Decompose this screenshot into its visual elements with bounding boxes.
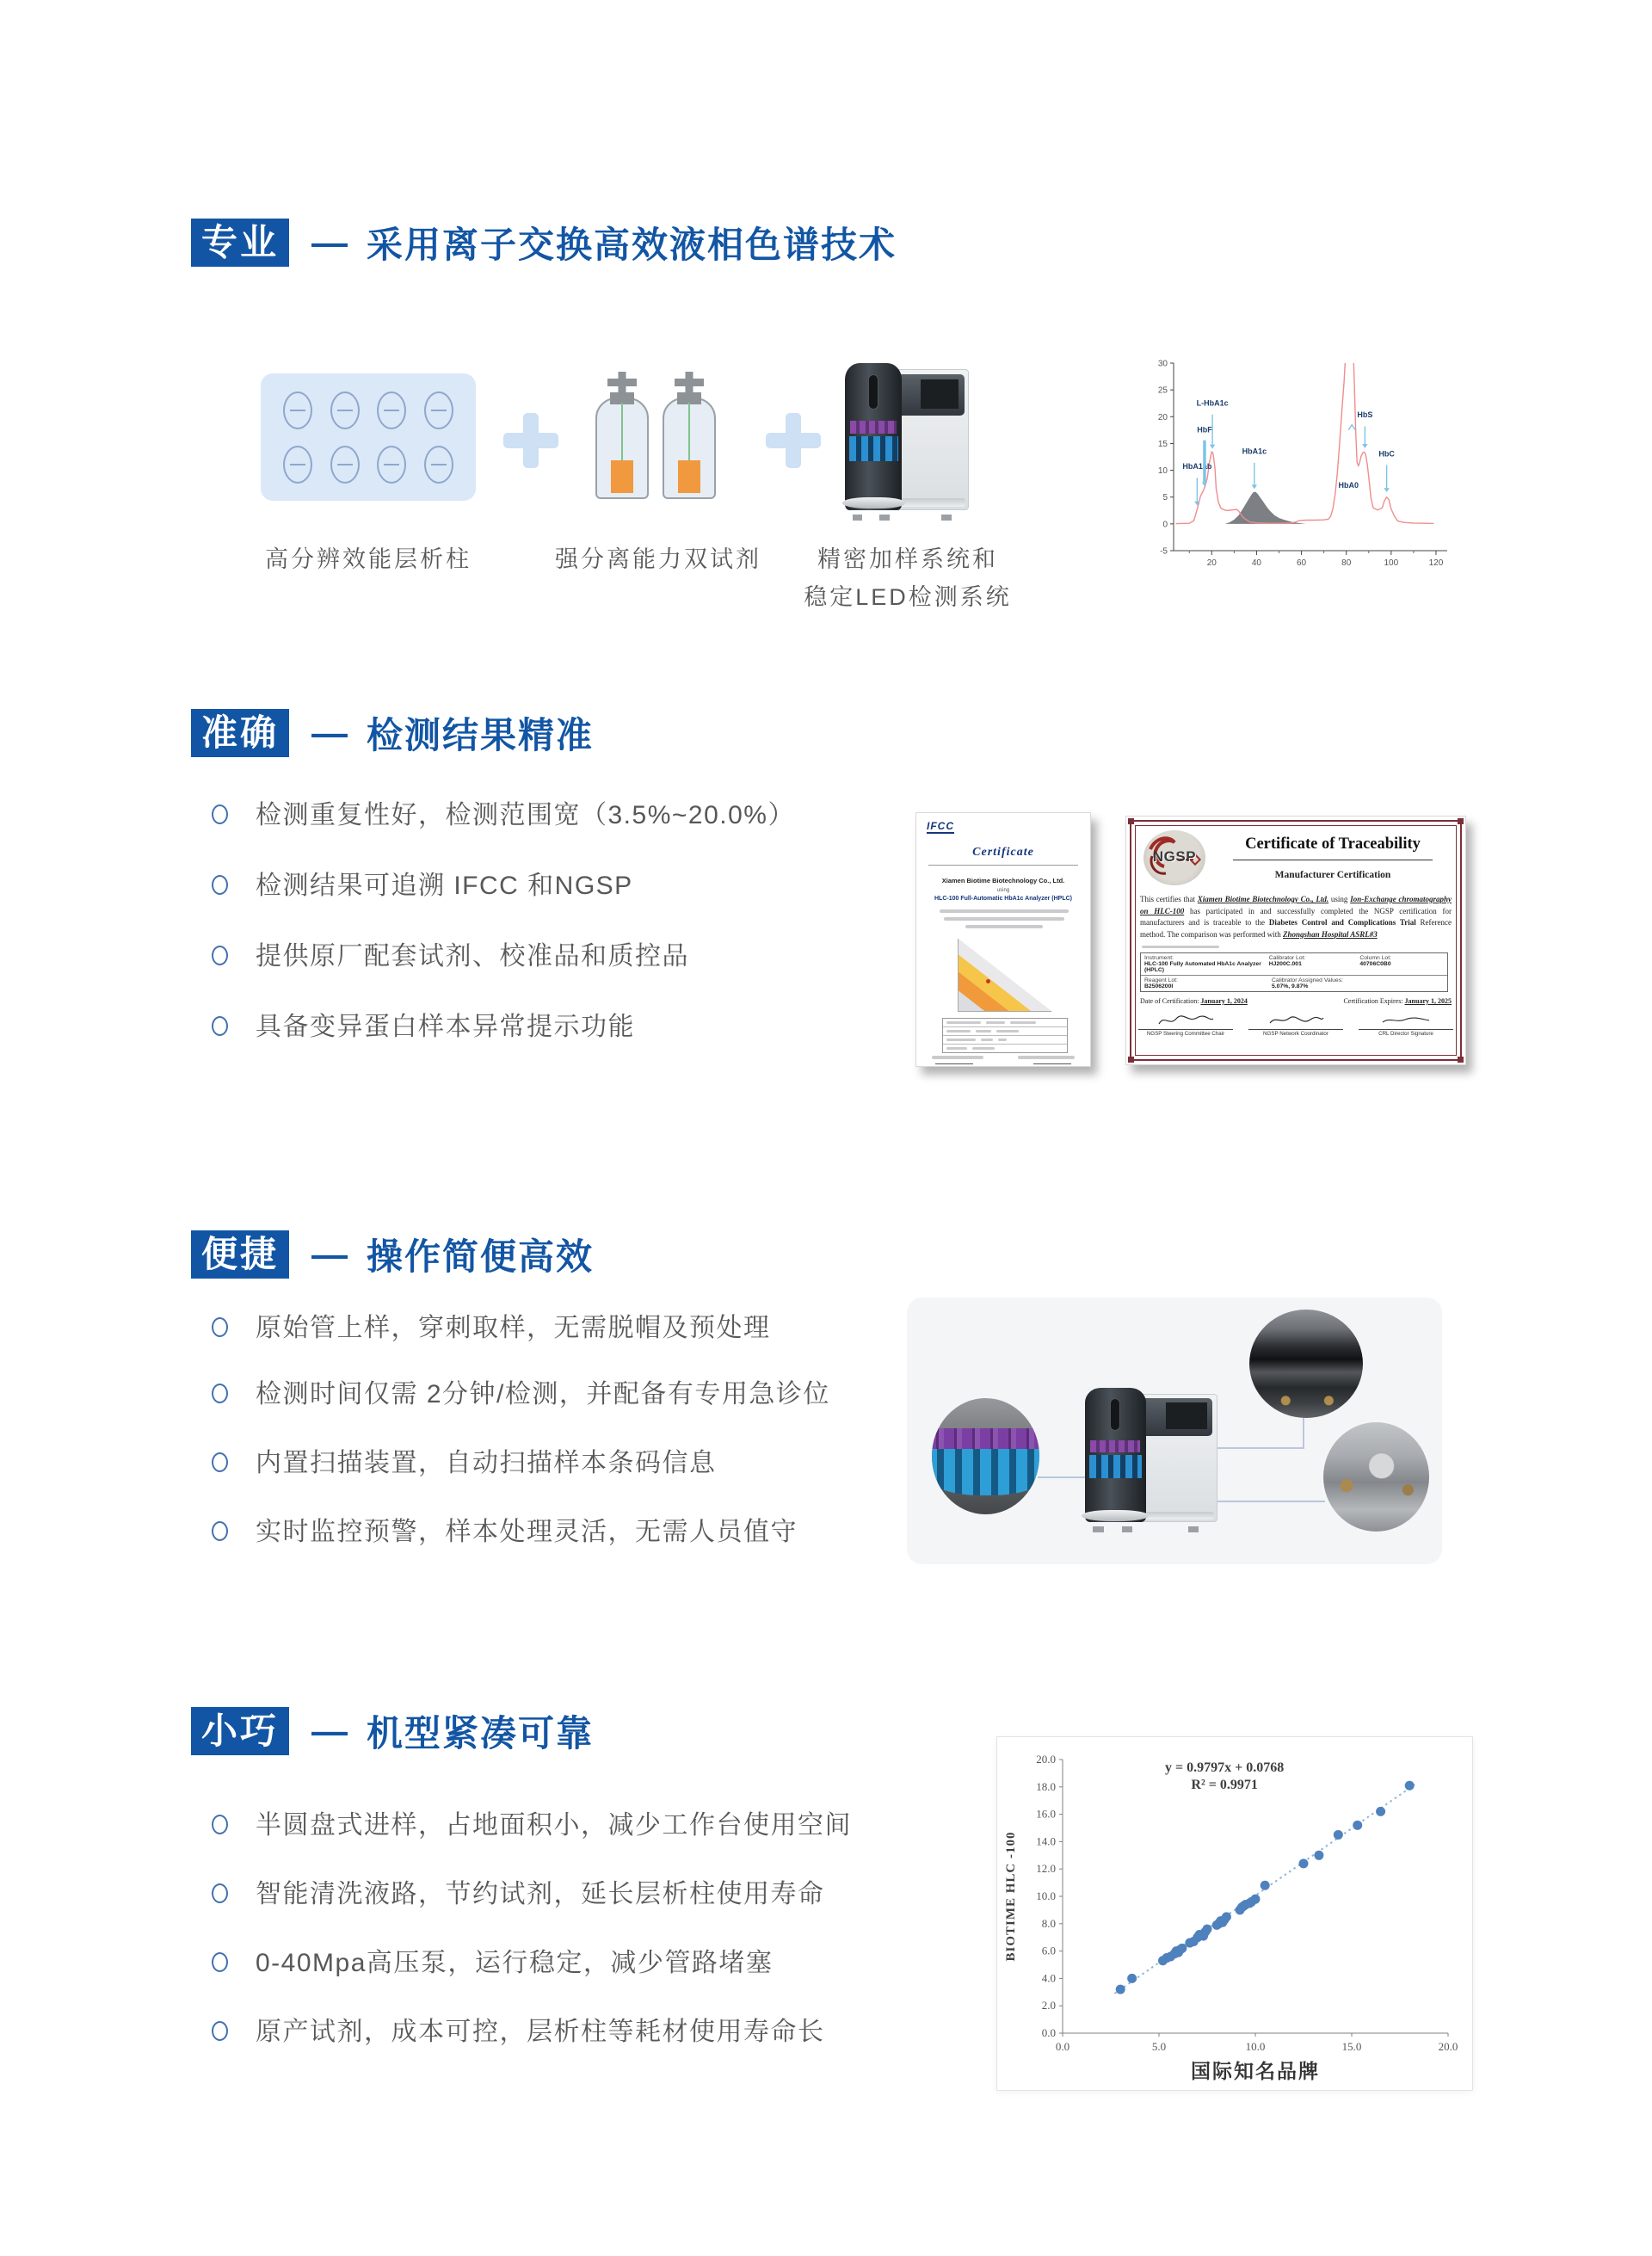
analyzer-screen-housing	[1140, 1398, 1212, 1436]
analyzer-screen-housing	[897, 374, 965, 416]
blurred-text-line	[1018, 1056, 1075, 1059]
ion-icon	[283, 446, 312, 484]
ifcc-result-table	[942, 1018, 1068, 1053]
bullet-icon	[212, 946, 228, 965]
bullet-item: 检测结果可追溯 IFCC 和NGSP	[212, 869, 952, 903]
section-title-convenient: 操作简便高效	[367, 1236, 595, 1277]
svg-text:HbA1ab: HbA1ab	[1182, 461, 1212, 471]
svg-text:6.0: 6.0	[1041, 1944, 1056, 1957]
header-dash: —	[311, 222, 348, 262]
reagent-bottle-icon	[595, 398, 649, 499]
hba1c-analyzer-illustration	[845, 363, 969, 516]
certified-device: HLC-100 Full-Automatic HbA1c Analyzer (HPLC)	[934, 896, 1072, 902]
bullet-icon	[212, 1952, 228, 1972]
bullet-item: 实时监控预警，样本处理灵活，无需人员值守	[212, 1515, 952, 1550]
chromatogram-chart	[1141, 356, 1458, 580]
blurred-text-line	[944, 917, 1064, 921]
hba1c-analyzer-illustration	[1085, 1388, 1217, 1528]
ifcc-certificate-title: Certificate	[972, 846, 1034, 859]
section-header-convenient	[191, 1229, 594, 1280]
svg-text:10.0: 10.0	[1036, 1889, 1056, 1902]
ifcc-logo: IFCC	[927, 820, 954, 832]
callout-connector	[1303, 1416, 1304, 1449]
ifcc-evaluation-chart	[958, 939, 1051, 1012]
ion-icon	[330, 391, 360, 429]
signature-scribble	[1376, 1013, 1436, 1028]
ngsp-certificate-body: This certifies that Xiamen Biotime Biotechnology Co., Ltd. using Ion-Exchange chromatography on HLC-100 has participated in and successfully completed the NGSP certification for manufacturers and is traceable to the Diabetes Control and Complications Trial Reference method. The comparison was performed with Zhongshan Hospital ASRL#3	[1140, 895, 1452, 939]
svg-text:4.0: 4.0	[1041, 1971, 1056, 1985]
badge-compact: 小巧	[191, 1707, 289, 1755]
header-dash: —	[311, 712, 348, 753]
svg-text:25: 25	[1157, 385, 1168, 396]
svg-text:HbA0: HbA0	[1338, 481, 1359, 490]
svg-text:0: 0	[1162, 520, 1168, 530]
correlation-chart	[997, 1737, 1472, 2090]
svg-text:HbC: HbC	[1378, 449, 1395, 459]
badge-accurate: 准确	[191, 709, 289, 757]
bullet-item: 0-40Mpa高压泵，运行稳定，减少管路堵塞	[212, 1946, 952, 1981]
correlation-figure	[996, 1736, 1473, 2091]
analyzer-cabinet	[892, 369, 969, 510]
chromatogram-figure	[1141, 356, 1458, 584]
bullet-icon	[212, 1452, 228, 1472]
svg-text:120: 120	[1428, 558, 1444, 568]
feature-label-reagents: 强分离能力双试剂	[555, 546, 761, 572]
piercing-module-callout-photo	[1249, 1310, 1363, 1418]
ion-icon	[330, 446, 360, 484]
ngsp-certificate-subtitle: Manufacturer Certification	[1274, 870, 1391, 880]
section-header-compact	[191, 1705, 594, 1757]
analyzer-screen	[921, 379, 959, 409]
signature-scribble	[1156, 1013, 1216, 1028]
signature-line	[935, 1063, 973, 1064]
chromatography-column-icon	[261, 373, 476, 501]
ion-icon	[424, 446, 453, 484]
bullet-item: 原始管上样，穿刺取样，无需脱帽及预处理	[212, 1311, 952, 1346]
bullet-item: 检测重复性好，检测范围宽（3.5%~20.0%）	[212, 798, 952, 833]
ion-icon	[283, 391, 312, 429]
svg-text:8.0: 8.0	[1041, 1916, 1056, 1930]
svg-text:HbF: HbF	[1197, 425, 1212, 435]
bullet-item: 提供原厂配套试剂、校准品和质控品	[212, 940, 952, 974]
svg-text:0.0: 0.0	[1055, 2040, 1070, 2053]
badge-professional: 专业	[191, 219, 289, 267]
svg-text:14.0: 14.0	[1036, 1834, 1056, 1848]
svg-text:40: 40	[1251, 558, 1262, 568]
blurred-text-line	[965, 925, 1043, 928]
bullet-icon	[212, 804, 228, 824]
bullet-icon	[212, 2021, 228, 2041]
section-header-accurate	[191, 707, 594, 759]
svg-text:国际知名品牌: 国际知名品牌	[1191, 2060, 1320, 2082]
bullet-item: 具备变异蛋白样本异常提示功能	[212, 1010, 952, 1045]
ngsp-logo: NGSP	[1143, 830, 1205, 885]
svg-text:100: 100	[1384, 558, 1399, 568]
internal-components-callout-photo	[1323, 1422, 1429, 1532]
badge-convenient: 便捷	[191, 1230, 289, 1279]
analyzer-screen	[1166, 1402, 1206, 1429]
plus-icon	[503, 413, 558, 468]
svg-text:5.0: 5.0	[1151, 2040, 1167, 2053]
ifcc-certificate: IFCC Certificate Xiamen Biotime Biotechnology Co., Ltd. using HLC-100 Full-Automatic HbA1c Analyzer (HPLC)	[915, 812, 1091, 1067]
svg-text:L-HbA1c: L-HbA1c	[1196, 398, 1229, 408]
signature-block: CRL Director Signature	[1359, 1013, 1453, 1037]
bullet-item: 原产试剂，成本可控，层析柱等耗材使用寿命长	[212, 2015, 952, 2050]
comparison-lab: Zhongshan Hospital ASRL#3	[1283, 929, 1378, 939]
svg-text:10: 10	[1157, 466, 1168, 477]
analyzer-sample-tower	[845, 363, 902, 510]
svg-text:12.0: 12.0	[1036, 1862, 1056, 1876]
bullet-icon	[212, 1016, 228, 1036]
ngsp-certificate-table: Instrument: HLC-100 Fully Automated HbA1c Analyzer (HPLC) Calibrator Lot: HJ200C.001 Column Lot: 40706C0B0 Reagent Lot: B2506200I Calibrator Assigned Values: 5.07%, 9.87%	[1140, 952, 1448, 992]
svg-text:30: 30	[1157, 359, 1168, 369]
section-title-accurate: 检测结果精准	[367, 715, 595, 755]
svg-text:18.0: 18.0	[1036, 1779, 1056, 1793]
svg-text:-5: -5	[1160, 546, 1168, 557]
blurred-text-line	[940, 909, 1069, 913]
ion-icon	[377, 391, 406, 429]
bullet-icon	[212, 1521, 228, 1541]
reagent-bottle-icon	[663, 398, 716, 499]
svg-text:20.0: 20.0	[1438, 2040, 1458, 2053]
section-header-professional	[191, 217, 897, 268]
header-dash: —	[311, 1234, 348, 1274]
ion-icon	[424, 391, 453, 429]
svg-text:10.0: 10.0	[1245, 2040, 1266, 2053]
bullet-item: 智能清洗液路，节约试剂，延长层析柱使用寿命	[212, 1877, 952, 1912]
feature-label-sampling-line1: 精密加样系统和	[817, 546, 998, 572]
ngsp-certificate-title: Certificate of Traceability	[1245, 835, 1421, 853]
section-title-compact: 机型紧凑可靠	[367, 1713, 595, 1754]
bullet-icon	[212, 1815, 228, 1834]
blurred-text-line	[1142, 946, 1219, 948]
blurred-text-line	[932, 1056, 983, 1059]
svg-text:y = 0.9797x + 0.0768: y = 0.9797x + 0.0768	[1165, 1760, 1285, 1775]
svg-text:BIOTIME HLC -100: BIOTIME HLC -100	[1004, 1831, 1018, 1962]
svg-text:HbS: HbS	[1357, 410, 1373, 420]
svg-text:5: 5	[1162, 493, 1168, 503]
svg-text:15.0: 15.0	[1341, 2040, 1362, 2053]
bullet-item: 内置扫描装置，自动扫描样本条码信息	[212, 1446, 952, 1481]
bullet-icon	[212, 1317, 228, 1337]
bullet-icon	[212, 1384, 228, 1403]
feature-label-column: 高分辨效能层析柱	[265, 546, 472, 572]
sample-tubes-callout-photo	[932, 1398, 1039, 1514]
svg-text:60: 60	[1297, 558, 1307, 568]
svg-text:15: 15	[1157, 439, 1168, 449]
svg-text:80: 80	[1341, 558, 1352, 568]
callout-connector	[1038, 1476, 1088, 1478]
svg-text:R² = 0.9971: R² = 0.9971	[1191, 1778, 1258, 1792]
certified-company: Xiamen Biotime Biotechnology Co., Ltd.	[941, 877, 1065, 885]
svg-text:20.0: 20.0	[1036, 1753, 1056, 1766]
bullet-item: 检测时间仅需 2分钟/检测，并配备有专用急诊位	[212, 1378, 952, 1412]
svg-text:20: 20	[1157, 412, 1168, 422]
certificate-dates: Date of Certification: January 1, 2024 Certification Expires: January 1, 2025	[1140, 997, 1452, 1005]
analyzer-cabinet	[1136, 1394, 1217, 1523]
certified-company: Xiamen Biotime Biotechnology Co., Ltd.	[1197, 895, 1329, 903]
header-dash: —	[311, 1710, 348, 1751]
plus-icon	[766, 413, 821, 468]
section-title-professional: 采用离子交换高效液相色谱技术	[367, 225, 897, 265]
feature-label-sampling-line2: 稳定LED检测系统	[804, 584, 1012, 610]
signature-block: NGSP Network Coordinator	[1248, 1013, 1343, 1037]
signature-scribble	[1266, 1013, 1326, 1028]
svg-text:20: 20	[1206, 558, 1217, 568]
svg-text:2.0: 2.0	[1041, 1999, 1056, 2013]
ngsp-certificate	[1125, 816, 1466, 1065]
certified-method: Ion-Exchange chromatography on HLC-100	[1140, 895, 1452, 915]
svg-text:0.0: 0.0	[1041, 2026, 1056, 2039]
signature-block: NGSP Steering Committee Chair	[1138, 1013, 1233, 1037]
svg-text:16.0: 16.0	[1036, 1807, 1056, 1821]
analyzer-sample-tower	[1085, 1388, 1146, 1522]
bullet-item: 半圆盘式进样，占地面积小，减少工作台使用空间	[212, 1809, 952, 1843]
bullet-icon	[212, 1883, 228, 1903]
bullet-icon	[212, 875, 228, 895]
ion-icon	[377, 446, 406, 484]
certificate-signatures	[1138, 1013, 1453, 1037]
svg-text:HbA1c: HbA1c	[1242, 447, 1267, 456]
signature-line	[1033, 1063, 1071, 1064]
